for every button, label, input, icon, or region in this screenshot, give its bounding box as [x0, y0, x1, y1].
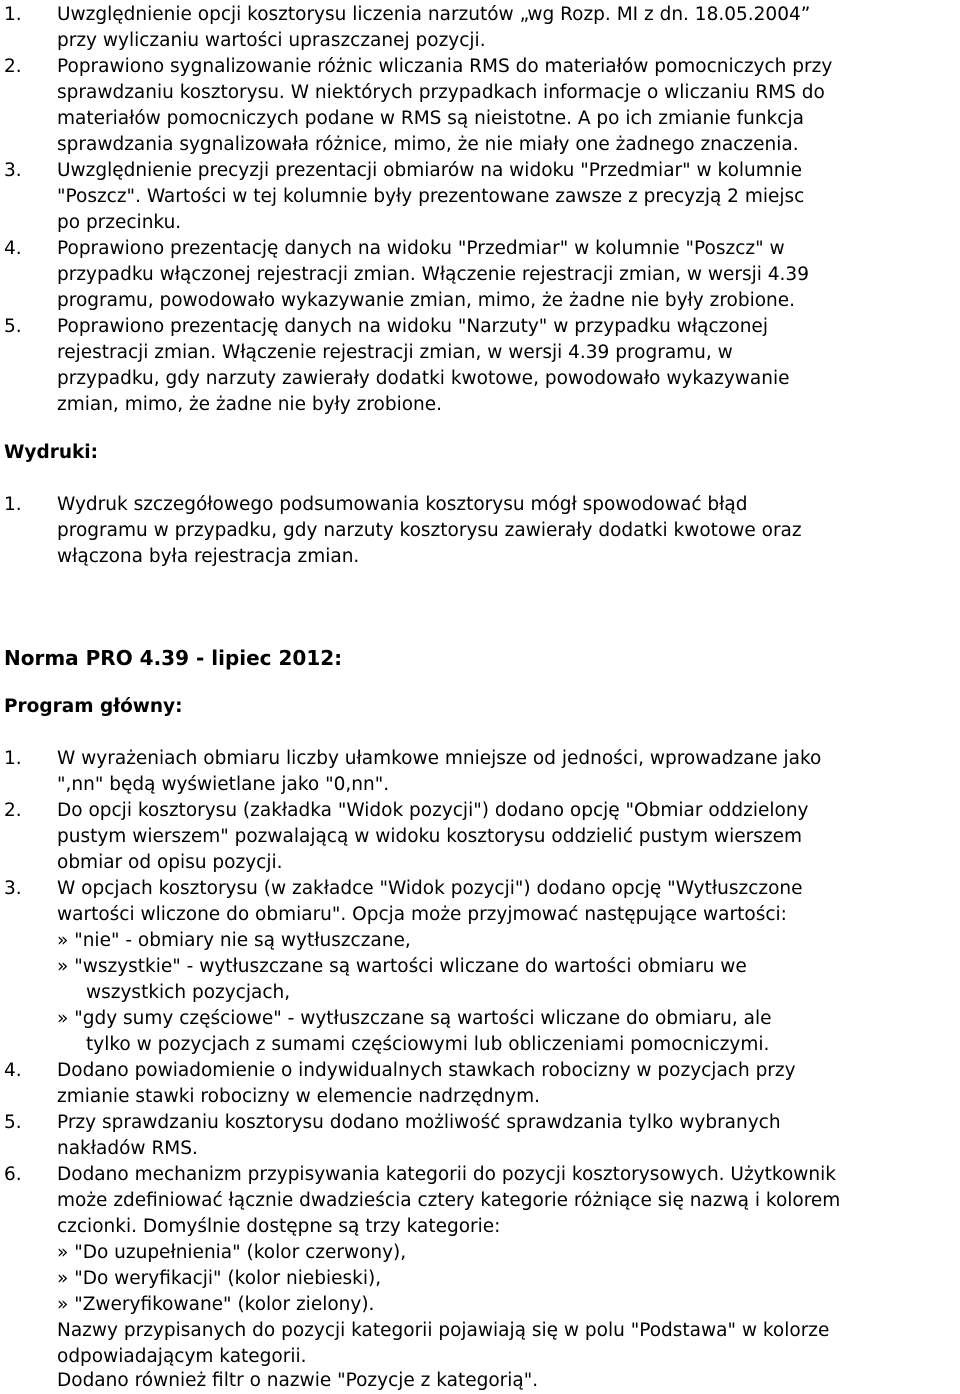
list-line: sprawdzaniu kosztorysu. W niektórych przypadkach informacje o wliczaniu RMS do	[57, 82, 825, 103]
list-line: przy wyliczaniu wartości upraszczanej pozycji.	[57, 30, 486, 51]
list-line: Poprawiono sygnalizowanie różnic wliczania RMS do materiałów pomocniczych przy	[57, 56, 833, 77]
list-line: włączona była rejestracja zmian.	[57, 546, 360, 567]
list-line: Dodano mechanizm przypisywania kategorii do pozycji kosztorysowych. Użytkownik	[57, 1164, 836, 1185]
list-line: » "Do uzupełnienia" (kolor czerwony),	[57, 1242, 407, 1263]
list-line: wszystkich pozycjach,	[86, 982, 291, 1003]
list-line: W opcjach kosztorysu (w zakładce "Widok pozycji") dodano opcję "Wytłuszczone	[57, 878, 803, 899]
list-number: 4.	[4, 1060, 22, 1081]
list-line: wartości wliczone do obmiaru". Opcja może przyjmować następujące wartości:	[57, 904, 787, 925]
list-line: sprawdzania sygnalizowała różnice, mimo, że nie miały one żadnego znaczenia.	[57, 134, 799, 155]
list-line: Dodano również filtr o nazwie "Pozycje z kategorią".	[57, 1370, 539, 1391]
list-line: programu w przypadku, gdy narzuty kosztorysu zawierały dodatki kwotowe oraz	[57, 520, 802, 541]
list-number: 5.	[4, 1112, 22, 1133]
list-line: ",nn" będą wyświetlane jako "0,nn".	[57, 774, 390, 795]
list-line: obmiar od opisu pozycji.	[57, 852, 283, 873]
list-line: » "Zweryfikowane" (kolor zielony).	[57, 1294, 375, 1315]
list-line: W wyrażeniach obmiaru liczby ułamkowe mniejsze od jedności, wprowadzane jako	[57, 748, 822, 769]
list-line: Dodano powiadomienie o indywidualnych stawkach robocizny w pozycjach przy	[57, 1060, 796, 1081]
list-line: » "gdy sumy częściowe" - wytłuszczane są wartości wliczane do obmiaru, ale	[57, 1008, 772, 1029]
list-line: "Poszcz". Wartości w tej kolumnie były prezentowane zawsze z precyzją 2 miejsc	[57, 186, 805, 207]
version-heading: Norma PRO 4.39 - lipiec 2012:	[4, 646, 343, 670]
list-line: odpowiadającym kategorii.	[57, 1346, 307, 1367]
list-line: Uwzględnienie precyzji prezentacji obmiarów na widoku "Przedmiar" w kolumnie	[57, 160, 803, 181]
list-line: Poprawiono prezentację danych na widoku "Przedmiar" w kolumnie "Poszcz" w	[57, 238, 785, 259]
list-number: 1.	[4, 494, 22, 515]
list-number: 5.	[4, 316, 22, 337]
list-line: Nazwy przypisanych do pozycji kategorii pojawiają się w polu "Podstawa" w kolorze	[57, 1320, 830, 1341]
list-line: Uwzględnienie opcji kosztorysu liczenia narzutów „wg Rozp. MI z dn. 18.05.2004”	[57, 4, 811, 25]
list-line: przypadku włączonej rejestracji zmian. Włączenie rejestracji zmian, w wersji 4.39	[57, 264, 809, 285]
list-number: 3.	[4, 878, 22, 899]
list-number: 4.	[4, 238, 22, 259]
list-line: zmian, mimo, że żadne nie były zrobione.	[57, 394, 443, 415]
list-line: Do opcji kosztorysu (zakładka "Widok pozycji") dodano opcję "Obmiar oddzielony	[57, 800, 809, 821]
list-line: » "Do weryfikacji" (kolor niebieski),	[57, 1268, 382, 1289]
list-line: tylko w pozycjach z sumami częściowymi lub obliczeniami pomocniczymi.	[86, 1034, 770, 1055]
list-number: 2.	[4, 800, 22, 821]
list-line: czcionki. Domyślnie dostępne są trzy kategorie:	[57, 1216, 501, 1237]
list-line: Poprawiono prezentację danych na widoku "Narzuty" w przypadku włączonej	[57, 316, 768, 337]
list-line: » "wszystkie" - wytłuszczane są wartości wliczane do wartości obmiaru we	[57, 956, 747, 977]
list-number: 6.	[4, 1164, 22, 1185]
list-line: nakładów RMS.	[57, 1138, 198, 1159]
list-number: 1.	[4, 4, 22, 25]
wydruki-heading: Wydruki:	[4, 442, 99, 463]
list-line: przypadku, gdy narzuty zawierały dodatki kwotowe, powodowało wykazywanie	[57, 368, 790, 389]
list-number: 3.	[4, 160, 22, 181]
list-number: 1.	[4, 748, 22, 769]
list-line: zmianie stawki robocizny w elemencie nadrzędnym.	[57, 1086, 541, 1107]
list-line: rejestracji zmian. Włączenie rejestracji zmian, w wersji 4.39 programu, w	[57, 342, 733, 363]
list-line: może zdefiniować łącznie dwadzieścia cztery kategorie różniące się nazwą i kolorem	[57, 1190, 841, 1211]
list-number: 2.	[4, 56, 22, 77]
list-line: » "nie" - obmiary nie są wytłuszczane,	[57, 930, 411, 951]
list-line: Przy sprawdzaniu kosztorysu dodano możliwość sprawdzania tylko wybranych	[57, 1112, 781, 1133]
program-glowny-heading: Program główny:	[4, 696, 183, 717]
list-line: po przecinku.	[57, 212, 182, 233]
list-line: programu, powodowało wykazywanie zmian, mimo, że żadne nie były zrobione.	[57, 290, 796, 311]
list-line: pustym wierszem" pozwalającą w widoku kosztorysu oddzielić pustym wierszem	[57, 826, 802, 847]
list-line: materiałów pomocniczych podane w RMS są nieistotne. A po ich zmianie funkcja	[57, 108, 804, 129]
list-line: Wydruk szczegółowego podsumowania kosztorysu mógł spowodować błąd	[57, 494, 748, 515]
